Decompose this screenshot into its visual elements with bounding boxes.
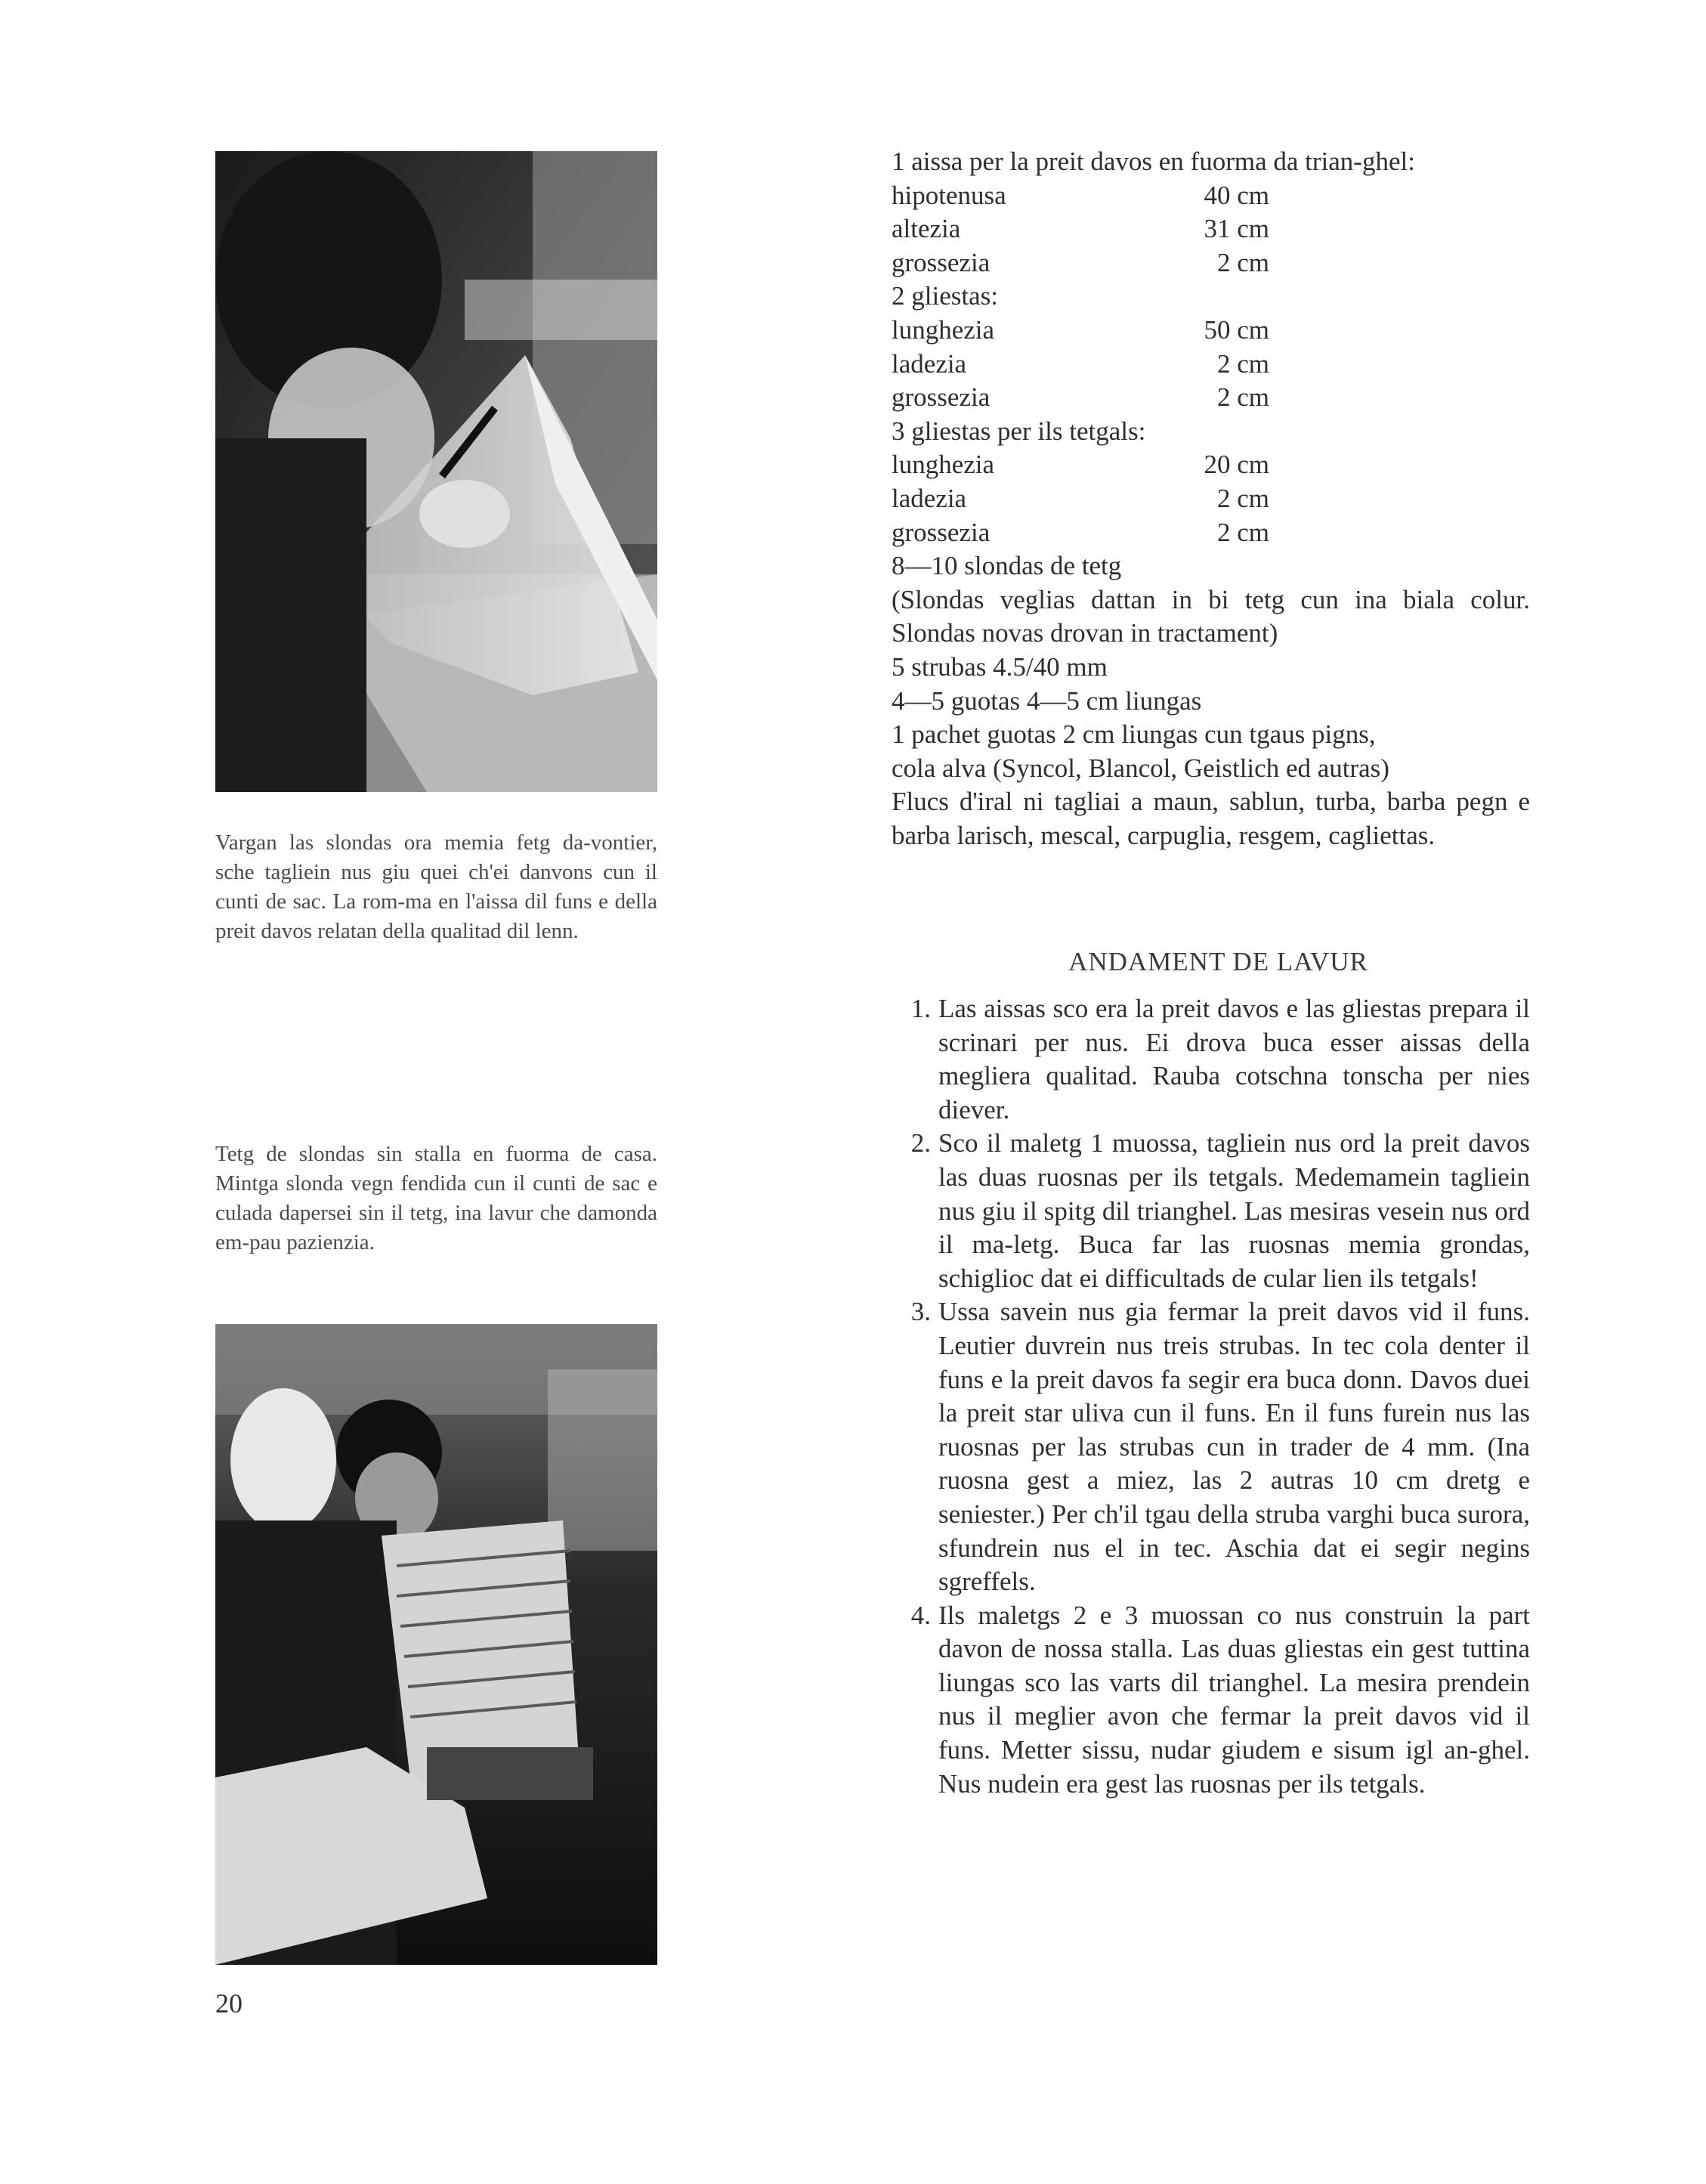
list-item	[892, 992, 1530, 1127]
slondas-line: 8—10 slondas de tetg	[892, 551, 1122, 581]
materials-list	[892, 145, 1530, 852]
material-row	[892, 179, 1269, 213]
pachet-line: 1 pachet guotas 2 cm liungas cun tgaus pigns,	[892, 719, 1376, 750]
photo-caption-2: Tetg de slondas sin stalla en fuorma de casa. Mintga slonda vegn fendida cun il cunti de sac e culada dapersei sin il tetg, ina lavur che damonda em-pau pazienzia.	[215, 1142, 657, 1254]
material-value: 2 cm	[1216, 483, 1269, 513]
guotas-line: 4—5 guotas 4—5 cm liungas	[892, 685, 1202, 716]
material-row	[892, 314, 1269, 348]
list-item	[892, 1295, 1530, 1598]
gliestas-label: 2 gliestas:	[892, 281, 998, 311]
material-name: ladezia	[892, 483, 967, 513]
cola-line: cola alva (Syncol, Blancol, Geistlich ed autras)	[892, 753, 1389, 783]
material-value: 50 cm	[1204, 314, 1269, 345]
photo-illustration	[215, 151, 657, 792]
material-value: 2 cm	[1216, 247, 1269, 277]
material-value: 2 cm	[1216, 348, 1269, 379]
material-row	[892, 381, 1269, 415]
material-value: 40 cm	[1204, 180, 1269, 210]
step-text: Ils maletgs 2 e 3 muossan co nus construin la part davon de nossa stalla. Las duas gliestas ein gest tuttina liungas sco las varts dil trianghel. La mesira prendein nus il meglier avon che fermar la preit davos vid il funs. Metter sissu, nudar giudem e sisum igl an-ghel. Nus nudein era gest las ruosnas per ils tetgals.	[938, 1600, 1530, 1799]
material-name: lunghezia	[892, 314, 995, 345]
work-steps-list	[892, 992, 1530, 1801]
material-value: 2 cm	[1216, 517, 1269, 547]
material-name: hipotenusa	[892, 180, 1006, 210]
material-name: grossezia	[892, 517, 991, 547]
photo-building-stable	[215, 1324, 657, 1965]
material-name: altezia	[892, 214, 961, 244]
materials-intro: 1 aissa per la preit davos en fuorma da trian-ghel:	[892, 147, 1415, 176]
material-name: ladezia	[892, 348, 967, 379]
step-number: 3.	[910, 1297, 931, 1327]
list-item	[892, 1599, 1530, 1802]
step-text: Las aissas sco era la preit davos e las gliestas prepara il scrinari per nus. Ei drova buca esser aissas della megliera qualitad. Rauba cotschna tonscha per nies diever.	[938, 994, 1530, 1124]
list-item	[892, 1127, 1530, 1295]
step-number: 2.	[910, 1128, 931, 1159]
material-row	[892, 448, 1269, 482]
section-heading: ANDAMENT DE LAVUR	[1068, 947, 1368, 976]
photo-caption-1: Vargan las slondas ora memia fetg da-vontier, sche tagliein nus giu quei ch'ei danvons cun il cunti de sac. La rom-ma en l'aissa dil funs e della preit davos relatan della qualitad dil lenn.	[215, 831, 657, 943]
slondas-note: (Slondas veglias dattan in bi tetg cun ina biala colur. Slondas novas drovan in tractament)	[892, 584, 1530, 648]
step-text: Sco il maletg 1 muossa, tagliein nus ord la preit davos las duas ruosnas per ils tetgals. Medemamein tagliein nus giu il spitg dil trianghel. Las mesiras vesein nus ord il ma-letg. Buca far las ruosnas memia grondas, schiglioc dat ei difficultads de cular lien ils tetgals!	[938, 1128, 1530, 1293]
material-name: lunghezia	[892, 450, 995, 480]
material-value: 20 cm	[1204, 450, 1269, 480]
material-row	[892, 212, 1269, 246]
photo-child-planing-roof	[215, 151, 657, 792]
step-number: 1.	[910, 994, 931, 1023]
material-row	[892, 348, 1269, 382]
step-text: Ussa savein nus gia fermar la preit davos vid il funs. Leutier duvrein nus treis strubas. In tec cola denter il funs e la preit davos fa segir era buca donn. Davos duei la preit star uliva cun il funs. En il funs furein nus las ruosnas per las strubas cun in trader de 4 mm. (Ina ruosna gest a miez, las 2 autras 10 cm dretg e seniester.) Per ch'il tgau della struba varghi buca surora, sfundrein nus el in tec. Aschia dat ei segir negins sgreffels.	[938, 1297, 1530, 1597]
material-row	[892, 516, 1269, 550]
material-row	[892, 246, 1269, 280]
material-value: 2 cm	[1216, 382, 1269, 413]
step-number: 4.	[910, 1600, 931, 1630]
material-name: grossezia	[892, 247, 991, 277]
tetgals-label: 3 gliestas per ils tetgals:	[892, 416, 1146, 446]
page-number: 20	[215, 1988, 243, 2018]
photo-illustration	[215, 1324, 657, 1965]
material-name: grossezia	[892, 382, 991, 413]
material-row	[892, 482, 1269, 516]
strubas-line: 5 strubas 4.5/40 mm	[892, 651, 1108, 682]
flucs-line: Flucs d'iral ni tagliai a maun, sablun, turba, barba pegn e barba larisch, mescal, carpuglia, resgem, cagliettas.	[892, 787, 1530, 850]
material-value: 31 cm	[1204, 214, 1269, 244]
